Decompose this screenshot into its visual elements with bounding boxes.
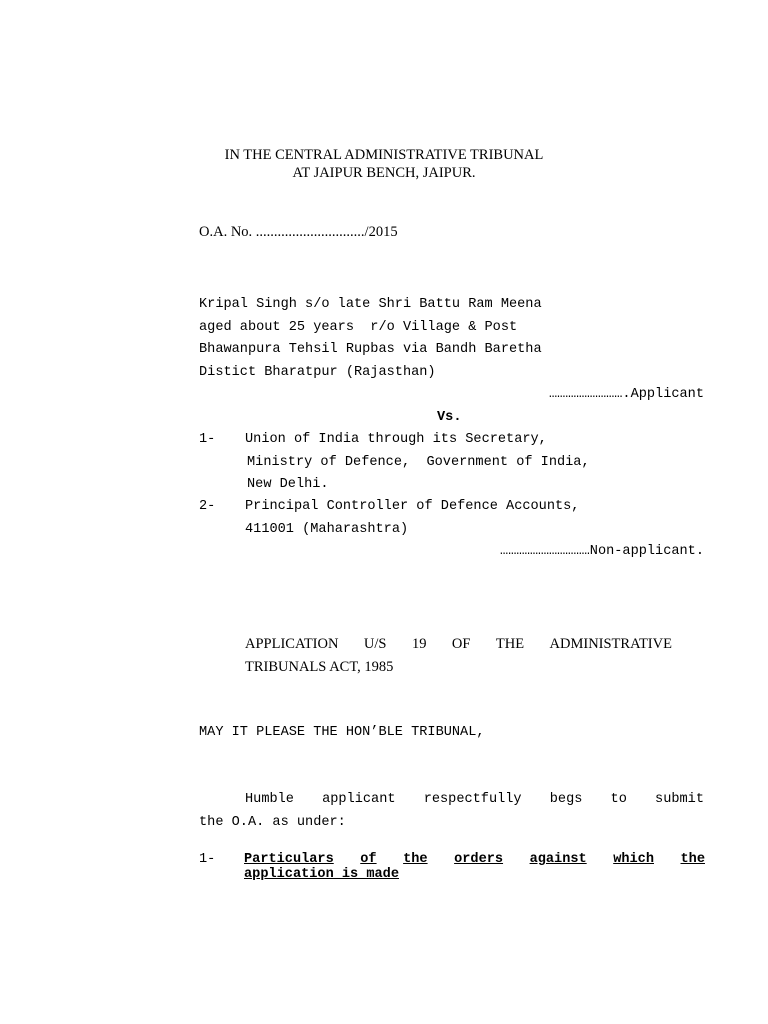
word: Humble	[245, 792, 294, 807]
word: to	[610, 792, 627, 807]
court-bench: AT JAIPUR BENCH, JAIPUR.	[292, 165, 476, 181]
word: OF	[451, 636, 471, 652]
respondent-1-line-2: Ministry of Defence, Government of India,	[247, 455, 590, 470]
application-heading	[245, 636, 672, 653]
word: orders	[454, 852, 504, 867]
word: respectfully	[423, 792, 522, 807]
word: which	[613, 852, 654, 867]
applicant-line-1: Kripal Singh s/o late Shri Battu Ram Meena	[199, 297, 542, 312]
word: U/S	[363, 636, 387, 652]
word: of	[360, 852, 377, 867]
applicant-line-2: aged about 25 years r/o Village & Post	[199, 320, 518, 335]
section-1-heading-line-2: application is made	[244, 867, 399, 882]
applicant-line-4: Distict Bharatpur (Rajasthan)	[199, 365, 436, 380]
word: ADMINISTRATIVE	[549, 636, 672, 652]
salutation: MAY IT PLEASE THE HON’BLE TRIBUNAL,	[199, 725, 485, 740]
applicant-role: ……………………….Applicant	[549, 387, 704, 402]
word: THE	[495, 636, 525, 652]
word: APPLICATION	[245, 636, 339, 652]
applicant-line-3: Bhawanpura Tehsil Rupbas via Bandh Baretha	[199, 342, 542, 357]
intro-paragraph-line-2: the O.A. as under:	[199, 815, 346, 830]
section-1-heading	[244, 852, 705, 867]
word: the	[403, 852, 428, 867]
oa-number: O.A. No. ............................../2015	[199, 224, 398, 240]
word: submit	[655, 792, 704, 807]
word: against	[529, 852, 587, 867]
word: begs	[549, 792, 583, 807]
section-1-number: 1-	[199, 852, 216, 867]
intro-paragraph-line-1	[245, 792, 704, 807]
versus-label: Vs.	[437, 410, 462, 425]
word: applicant	[322, 792, 396, 807]
word: Particulars	[244, 852, 334, 867]
court-title: IN THE CENTRAL ADMINISTRATIVE TRIBUNAL	[224, 147, 544, 163]
respondent-1-line-1: Union of India through its Secretary,	[245, 432, 547, 447]
application-heading-line-2: TRIBUNALS ACT, 1985	[245, 659, 394, 675]
respondent-2-line-2: 411001 (Maharashtra)	[245, 522, 409, 537]
word: 19	[411, 636, 427, 652]
respondent-2-line-1: Principal Controller of Defence Accounts,	[245, 499, 580, 514]
respondent-role: ……………………………Non-applicant.	[500, 544, 704, 559]
respondent-1-line-3: New Delhi.	[247, 477, 329, 492]
word: the	[680, 852, 705, 867]
respondent-2-number: 2-	[199, 499, 216, 514]
respondent-1-number: 1-	[199, 432, 216, 447]
